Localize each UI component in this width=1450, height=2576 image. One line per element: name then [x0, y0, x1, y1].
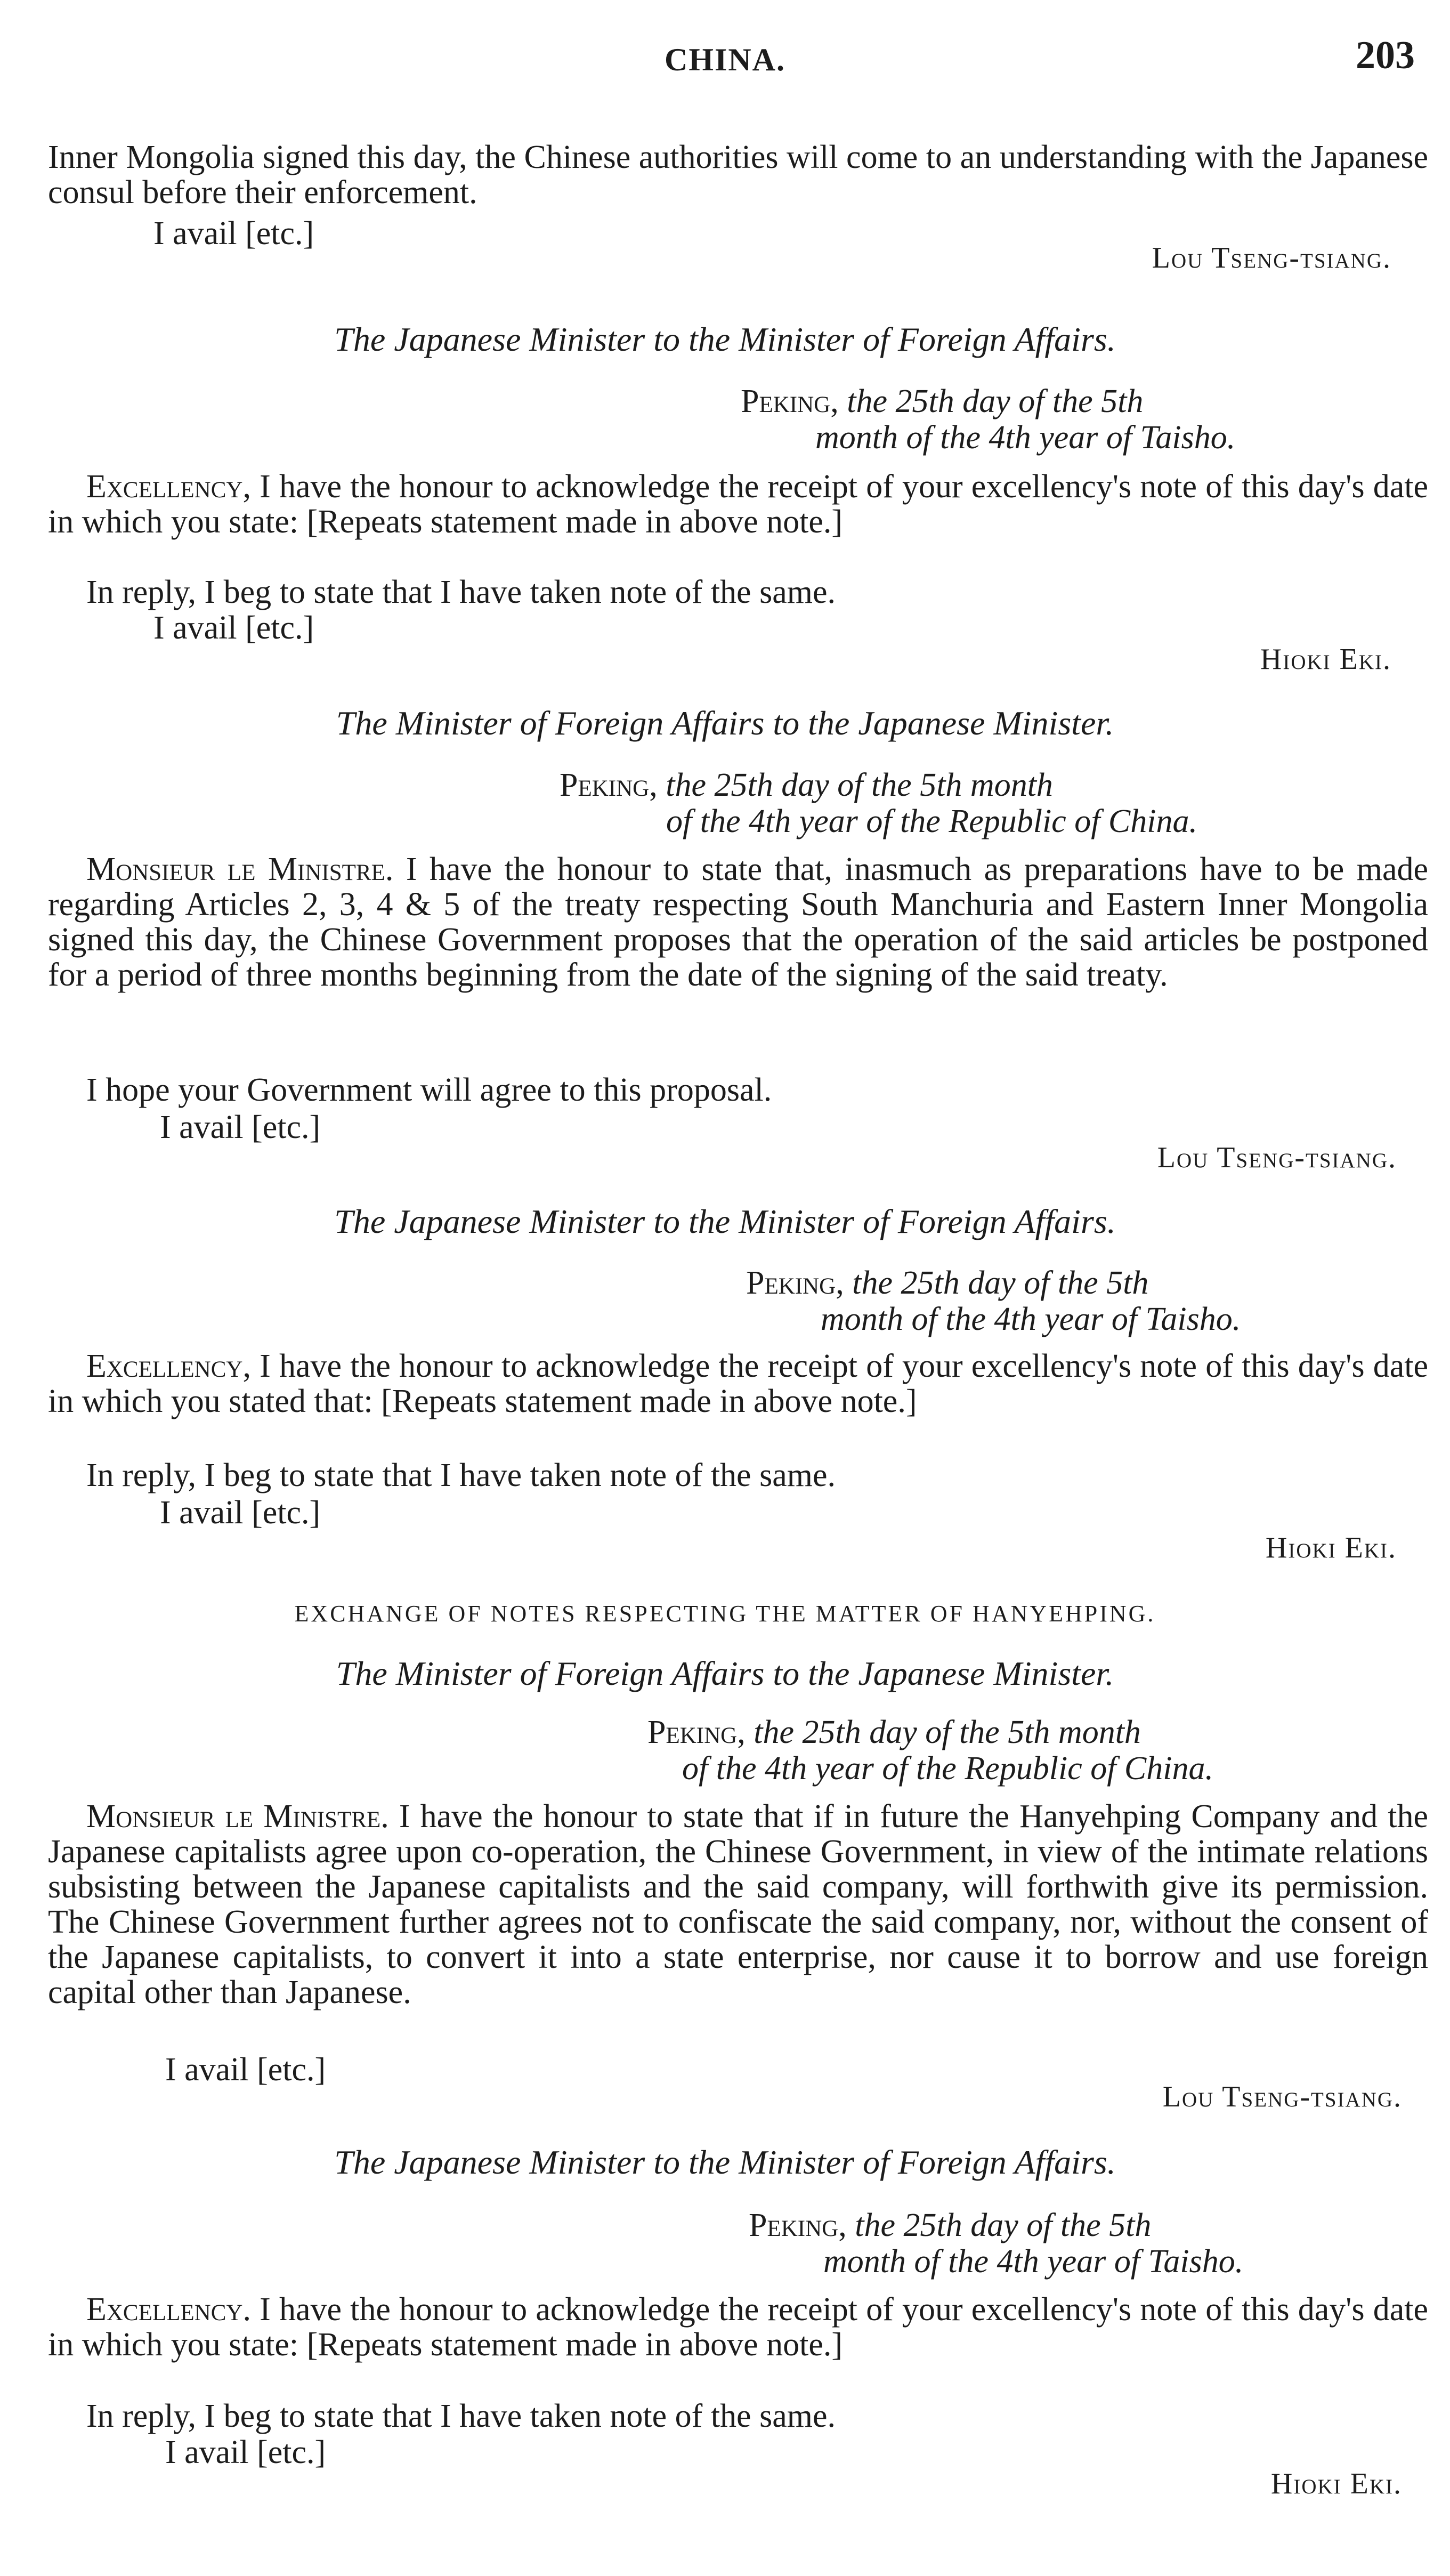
salutation: Excellency,: [86, 469, 251, 505]
proposal-paragraph: I hope your Government will agree to this proposal.: [86, 1072, 772, 1108]
note-heading: The Japanese Minister to the Minister of Foreign Affairs.: [334, 2143, 1116, 2181]
dateline-place: Peking,: [647, 1714, 746, 1750]
dateline-date: month of the 4th year of Taisho.: [823, 2243, 1244, 2280]
note-paragraph: [48, 852, 1428, 992]
salutation: Excellency,: [86, 1348, 251, 1384]
dateline-line-2: [682, 1750, 1213, 1787]
dateline-line-1: [746, 1264, 1148, 1302]
note-heading: The Minister of Foreign Affairs to the Japanese Minister.: [336, 1654, 1114, 1692]
note-body: I have the honour to state that, inasmuch as preparations have to be made regarding Articles 2, 3, 4 & 5 of the treaty respecting South Manchuria and Eastern Inner Mongolia signed this day, the Chinese Government proposes that the operation of the said articles be postponed for a period of three months beginning from the date of the signing of the said treaty.: [48, 851, 1429, 993]
dateline-date: the 25th day of the 5th month: [666, 767, 1053, 803]
signature: Lou Tseng-tsiang.: [1157, 1141, 1397, 1174]
dateline-place: Peking,: [741, 383, 839, 419]
dateline-line-2: [666, 803, 1197, 840]
note-paragraph: [48, 1799, 1428, 2010]
note-paragraph: [48, 469, 1428, 539]
dateline-date: the 25th day of the 5th month: [754, 1714, 1141, 1750]
signature: Hioki Eki.: [1270, 2467, 1402, 2500]
dateline-place: Peking,: [746, 1265, 844, 1301]
reply-paragraph: In reply, I beg to state that I have taken note of the same.: [86, 2398, 836, 2434]
avail-closing: I avail [etc.]: [153, 610, 314, 646]
dateline-date: the 25th day of the 5th: [847, 383, 1144, 419]
dateline-date: month of the 4th year of Taisho.: [815, 419, 1236, 456]
salutation: Excellency.: [86, 2291, 251, 2328]
note-heading: The Japanese Minister to the Minister of Foreign Affairs.: [334, 320, 1116, 358]
avail-closing: I avail [etc.]: [160, 1109, 321, 1145]
salutation: Monsieur le Ministre.: [86, 851, 394, 887]
signature: Lou Tseng-tsiang.: [1152, 241, 1391, 274]
avail-closing: I avail [etc.]: [165, 2434, 326, 2470]
signature: Lou Tseng-tsiang.: [1162, 2080, 1402, 2113]
reply-paragraph: In reply, I beg to state that I have taken note of the same.: [86, 574, 836, 610]
avail-closing: I avail [etc.]: [160, 1495, 321, 1531]
note-paragraph: [48, 2292, 1428, 2362]
note-heading: The Minister of Foreign Affairs to the Japanese Minister.: [336, 704, 1114, 742]
avail-closing: I avail [etc.]: [153, 215, 314, 252]
dateline-line-1: [749, 2207, 1151, 2244]
dateline-date: the 25th day of the 5th: [855, 2207, 1152, 2243]
dateline-place: Peking,: [749, 2207, 847, 2243]
note-body: I have the honour to acknowledge the receipt of your excellency's note of this day's date in which you state: [Repeats statement made in above note.]: [48, 469, 1428, 540]
note-heading: The Japanese Minister to the Minister of Foreign Affairs.: [334, 1202, 1116, 1240]
dateline-line-2: [821, 1301, 1241, 1338]
dateline-line-2: [823, 2243, 1243, 2280]
page-number: 203: [1356, 34, 1415, 77]
note-body: I have the honour to state that if in future the Hanyehping Company and the Japanese capitalists agree upon co-operation, the Chinese Government, in view of the intimate relations subsisting between the Japanese capitalists and the said company, will forthwith give its permission. The Chinese Government further agrees not to confiscate the said company, nor, without the consent of the Japanese capitalists, to convert it into a state enterprise, nor cause it to borrow and use foreign capital other than Japanese.: [48, 1798, 1428, 2010]
continuation-paragraph: Inner Mongolia signed this day, the Chinese authorities will come to an understanding with the Japanese consul before their enforcement.: [48, 139, 1428, 211]
running-title: CHINA.: [664, 42, 785, 77]
dateline-line-2: [815, 419, 1235, 456]
salutation: Monsieur le Ministre.: [86, 1798, 389, 1835]
dateline-date: month of the 4th year of Taisho.: [821, 1301, 1241, 1337]
signature: Hioki Eki.: [1260, 643, 1391, 676]
dateline-date: of the 4th year of the Republic of China.: [666, 803, 1197, 839]
section-heading: EXCHANGE OF NOTES RESPECTING THE MATTER OF HANYEHPING.: [294, 1601, 1156, 1627]
dateline-place: Peking,: [560, 767, 658, 803]
dateline-date: the 25th day of the 5th: [852, 1265, 1149, 1301]
note-body: I have the honour to acknowledge the receipt of your excellency's note of this day's date in which you state: [Repeats statement made in above note.]: [48, 2291, 1428, 2363]
dateline-line-1: [647, 1714, 1141, 1751]
note-paragraph: [48, 1348, 1428, 1419]
dateline-line-1: [741, 383, 1143, 420]
reply-paragraph: In reply, I beg to state that I have taken note of the same.: [86, 1457, 836, 1493]
dateline-date: of the 4th year of the Republic of China.: [682, 1750, 1213, 1787]
avail-closing: I avail [etc.]: [165, 2052, 326, 2088]
signature: Hioki Eki.: [1265, 1531, 1397, 1564]
note-body: I have the honour to acknowledge the receipt of your excellency's note of this day's date in which you stated that: [Repeats statement made in above note.]: [48, 1348, 1428, 1419]
dateline-line-1: [560, 766, 1053, 804]
